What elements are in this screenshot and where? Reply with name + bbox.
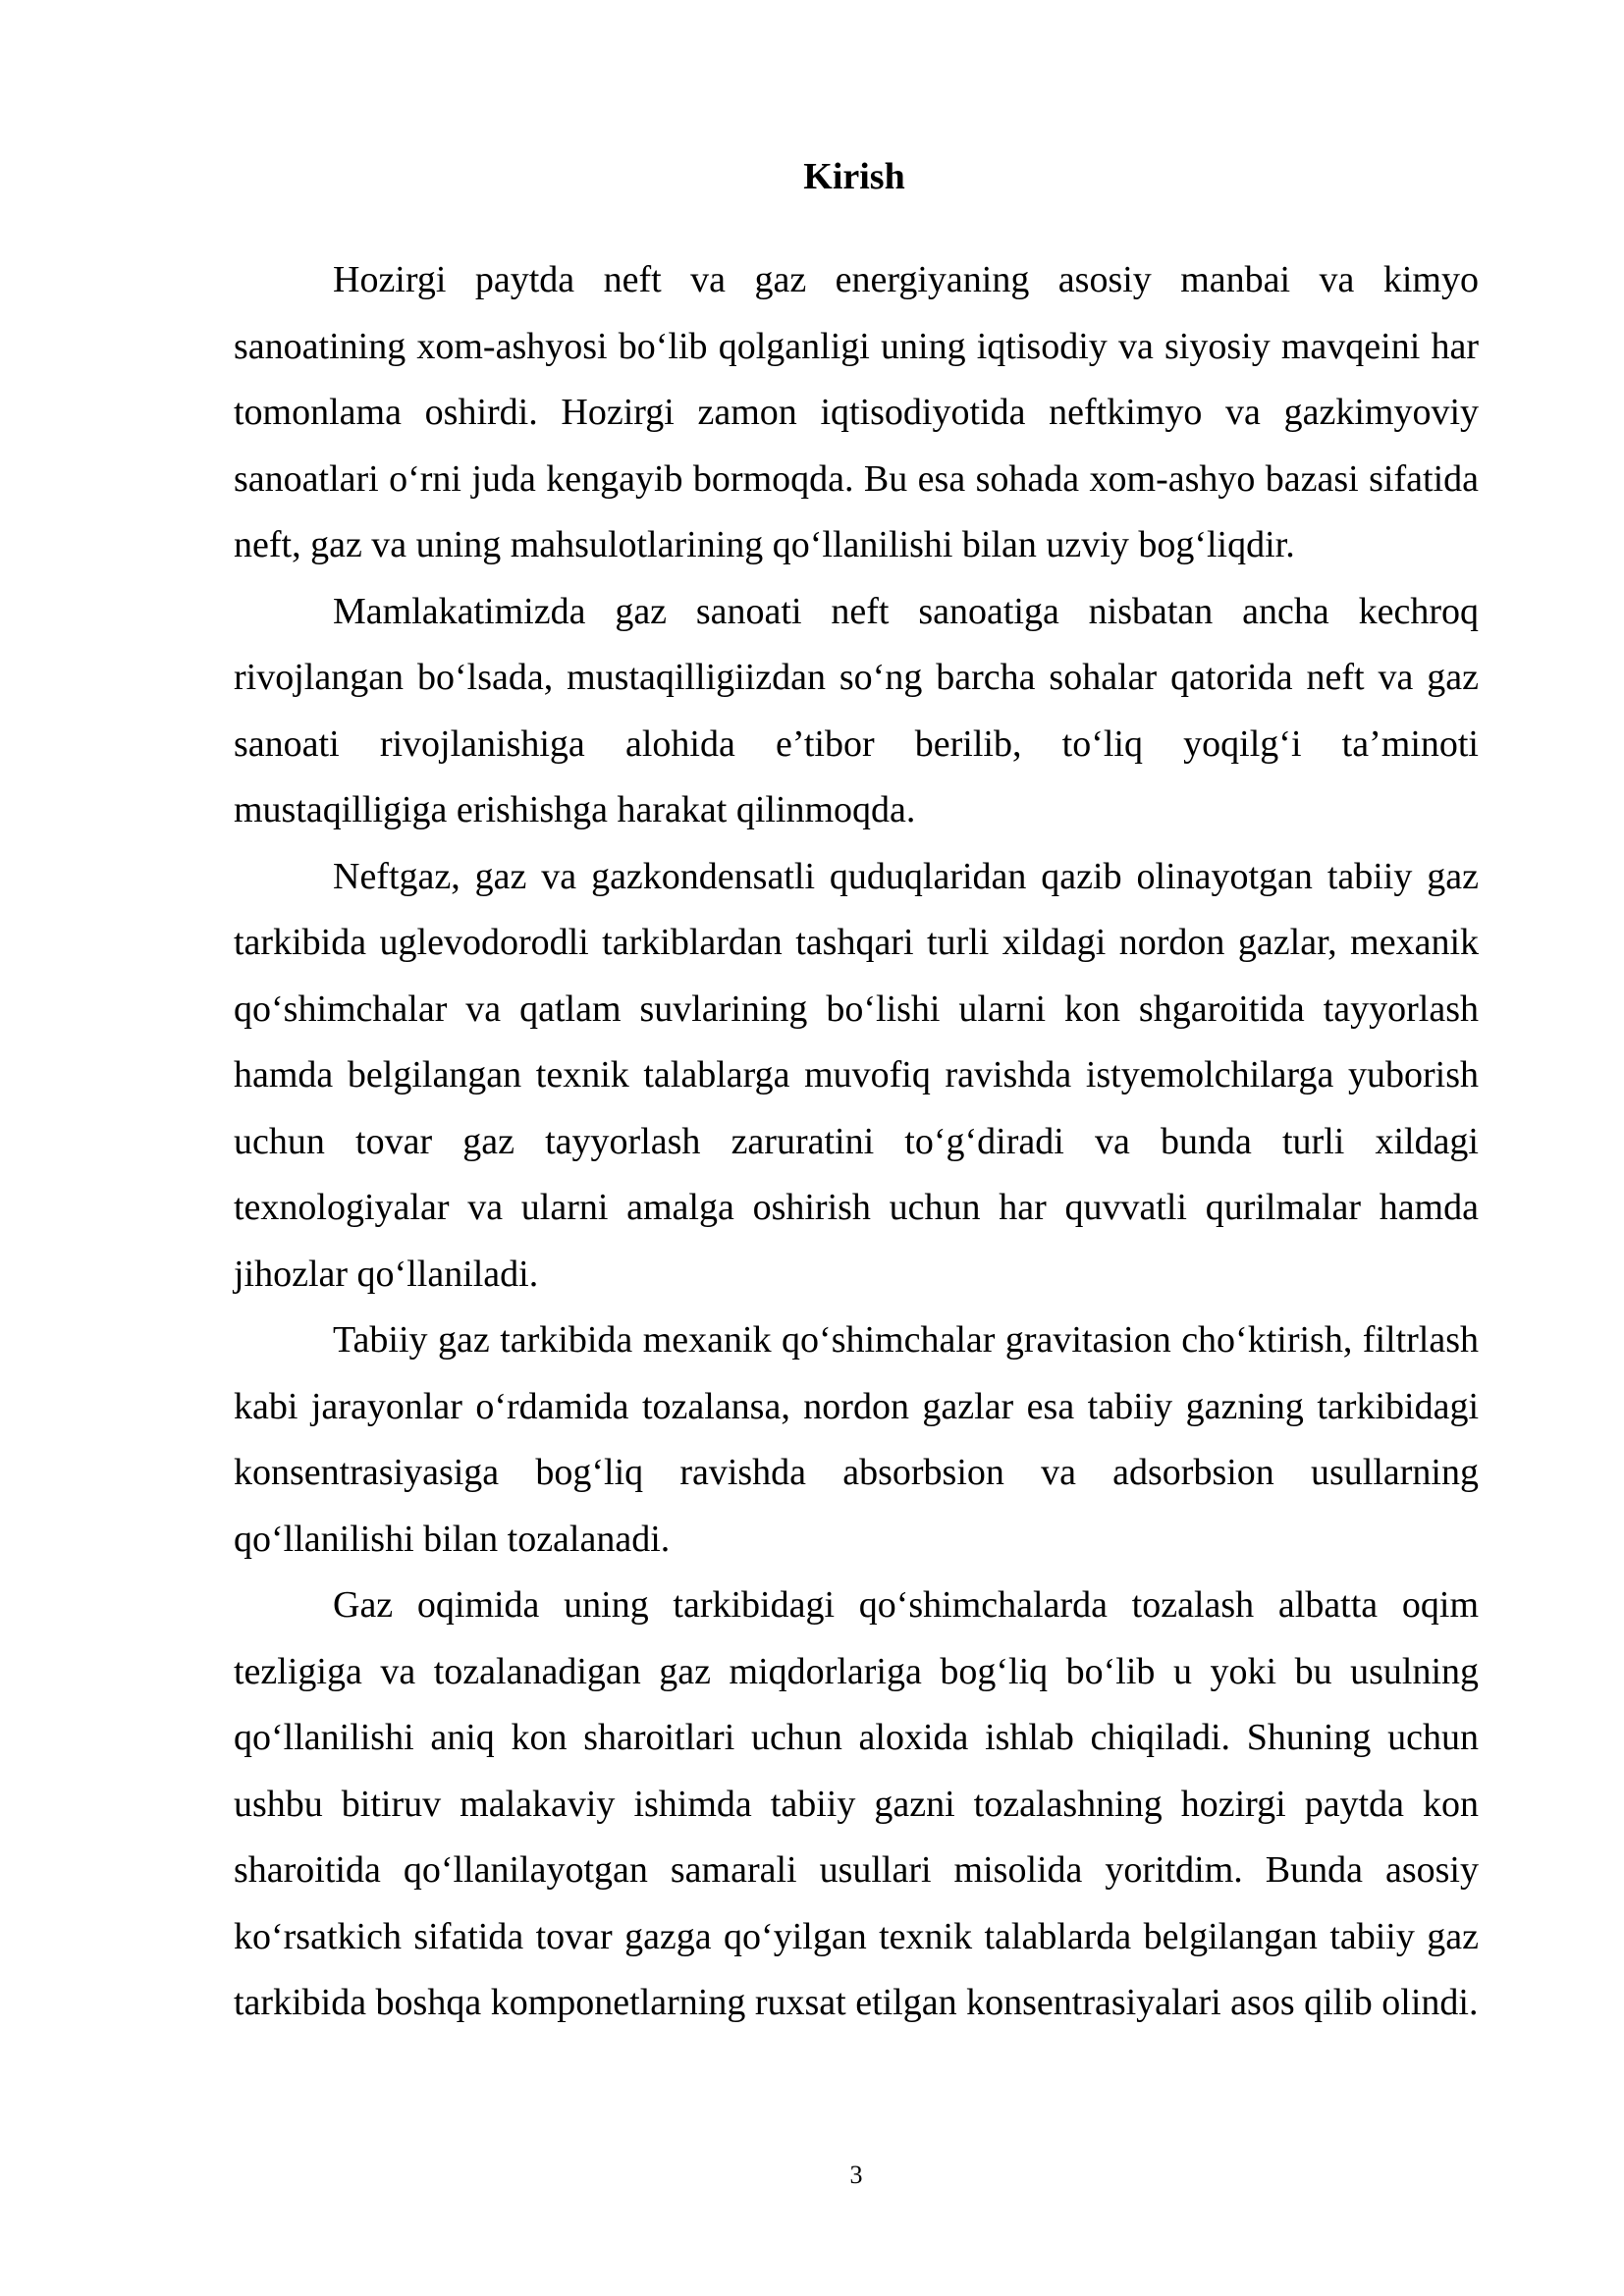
page-title: Kirish [803, 156, 905, 197]
paragraph-5: Gaz oqimida uning tarkibidagi qo‘shimchalarda tozalash albatta oqim tezligiga va tozalanadigan gaz miqdorlariga bog‘liq bo‘lib u yoki bu usulning qo‘llanilishi aniq kon sharoitlari uchun aloxida ishlab chiqiladi. Shuning uchun ushbu bitiruv malakaviy ishimda tabiiy gazni tozalashning hozirgi paytda kon sharoitida qo‘llanilayotgan samarali usullari misolida yoritdim. Bunda asosiy ko‘rsatkich sifatida tovar gazga qo‘yilgan texnik talablarda belgilangan tabiiy gaz tarkibida boshqa komponetlarning ruxsat etilgan konsentrasiyalari asos qilib olindi. [234, 1584, 1479, 2023]
paragraph-2: Mamlakatimizda gaz sanoati neft sanoatiga nisbatan ancha kechroq rivojlangan bo‘lsada, mustaqilligiizdan so‘ng barcha sohalar qatorida neft va gaz sanoati rivojlanishiga alohida e’tibor berilib, to‘liq yoqilg‘i ta’minoti mustaqilligiga erishishga harakat qilinmoqda. [234, 590, 1479, 830]
paragraph-3: Neftgaz, gaz va gazkondensatli quduqlaridan qazib olinayotgan tabiiy gaz tarkibida uglevodorodli tarkiblardan tashqari turli xildagi nordon gazlar, mexanik qo‘shimchalar va qatlam suvlarining bo‘lishi ularni kon shgaroitida tayyorlash hamda belgilangan texnik talablarga muvofiq ravishda istyemolchilarga yuborish uchun tovar gaz tayyorlash zaruratini to‘g‘diradi va bunda turli xildagi texnologiyalar va ularni amalga oshirish uchun har quvvatli qurilmalar hamda jihozlar qo‘llaniladi. [234, 855, 1479, 1295]
page-number: 3 [849, 2161, 863, 2189]
document-body [234, 247, 1479, 2037]
paragraph-4: Tabiiy gaz tarkibida mexanik qo‘shimchalar gravitasion cho‘ktirish, filtrlash kabi jarayonlar o‘rdamida tozalansa, nordon gazlar esa tabiiy gazning tarkibidagi konsentrasiyasiga bog‘liq ravishda absorbsion va adsorbsion usullarning qo‘llanilishi bilan tozalanadi. [234, 1319, 1479, 1560]
paragraph-1: Hozirgi paytda neft va gaz energiyaning asosiy manbai va kimyo sanoatining xom-ashyosi bo‘lib qolganligi uning iqtisodiy va siyosiy mavqeini har tomonlama oshirdi. Hozirgi zamon iqtisodiyotida neftkimyo va gazkimyoviy sanoatlari o‘rni juda kengayib bormoqda. Bu esa sohada xom-ashyo bazasi sifatida neft, gaz va uning mahsulotlarining qo‘llanilishi bilan uzviy bog‘liqdir. [234, 259, 1479, 565]
